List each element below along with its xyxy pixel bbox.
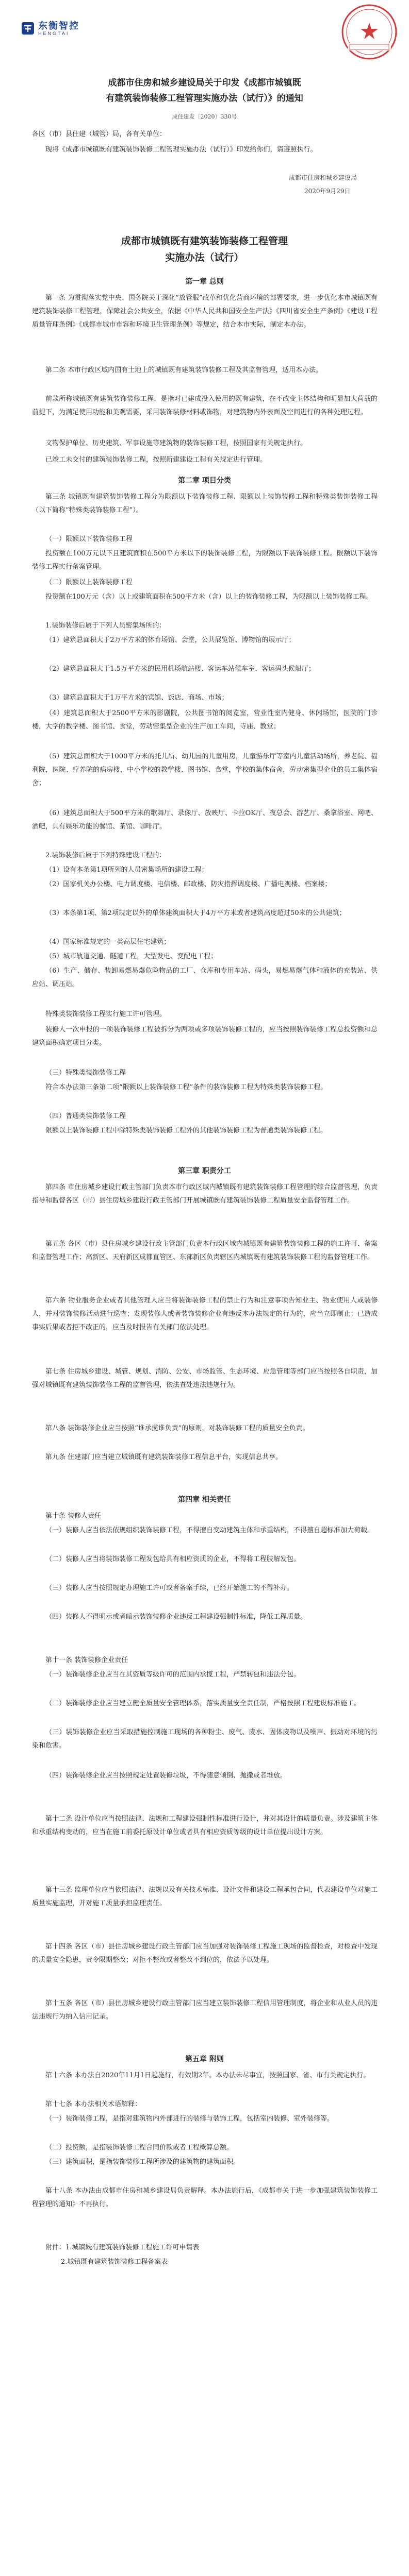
article-11-item-1: （一）装饰装修企业应当在其资质等级许可的范围内承揽工程，严禁转包和违法分包。 (45, 1671, 301, 1679)
article-7: 第七条 住房城乡建设、城管、规划、消防、公安、市场监管、生态环境、应急管理等部门应当按照各自职责，加强对城镇既有建筑装饰装修工程的监督管理，依法查处违法违规行为。 (32, 1368, 378, 1389)
article-3-sub-1-5: （5）建筑总面积大于1000平方米的托儿所、幼儿园的儿童用房，儿童游乐厅等室内儿童活动场所，养老院、福利院，医院、疗养院的病房楼，中小学校的教学楼、图书馆、食堂，学校的集体宿舍，劳动密集型企业的员工集体宿舍； (32, 753, 378, 787)
article-3-sub-1: 1.装饰装修后属于下列人员密集场所的： (45, 622, 166, 630)
document-title (0, 233, 409, 266)
article-3-item-1-text: 投资额在100万元以下且建筑面积在500平方米以下的装饰装修工程，为限额以下装饰装修工程。限额以下装饰装修工程实行备案管理。 (32, 550, 378, 571)
article-2-paragraph-3: 文物保护单位、历史建筑、军事设施等建筑物的装饰装修工程，按照国家有关规定执行。 (45, 439, 307, 447)
article-3-item-4-text: 限额以上装饰装修工程中除特殊类装饰装修工程外的其他装饰装修工程为普通类装饰装修工程。 (45, 1127, 328, 1134)
article-15: 第十五条 各区（市）县住房城乡建设行政主管部门应当建立装饰装修工程信用管理制度，将企业和从业人员的违法违规行为纳入信用记录。 (32, 1999, 378, 2021)
article-3-split-note: 装修人一次申报的一项装饰装修工程被拆分为两项或多项装饰装修工程的，应当按照装饰装修工程总投资额和总建筑面积确定项目分类。 (32, 1026, 378, 1047)
article-2-paragraph-4: 已竣工未交付的建筑装饰装修工程，按照新建建设工程有关规定进行管理。 (45, 456, 267, 464)
attachment-2: 2.城镇既有建筑装饰装修工程备案表 (61, 2258, 168, 2266)
attachment-1: 附件：1.城镇既有建筑装饰装修工程施工许可申请表 (45, 2244, 200, 2251)
article-3-sub-1-1: （1）建筑总面积大于2万平方米的体育场馆、会堂，公共展览馆、博物馆的展示厅； (45, 636, 296, 644)
article-3-item-4: （四）普通类装饰装修工程 (45, 1112, 126, 1120)
article-17-item-2: （二）投资额，是指装饰装修工程合同价款或者工程概算总额。 (45, 2144, 234, 2151)
document-title-line2: 实施办法（试行） (165, 252, 244, 263)
article-2: 第二条 本市行政区域内国有土地上的城镇既有建筑装饰装修工程及其监督管理，适用本办法。 (45, 366, 323, 374)
article-12: 第十二条 设计单位应当按照法律、法规和工程建设强制性标准进行设计，并对其设计的质量负责。涉及建筑主体和承重结构变动的，应当在施工前委托原设计单位或者具有相应资质等级的设计单位提出设计方案。 (32, 1815, 378, 1836)
article-3-item-3: （三）特殊类装饰装修工程 (45, 1069, 126, 1077)
article-16: 第十六条 本办法自2020年11月1日起施行，有效期2年。本办法未尽事宜，按照国家、省、市有关规定执行。 (45, 2072, 370, 2079)
article-10: 第十条 装修人责任 (45, 1512, 102, 1520)
article-18: 第十八条 本办法由成都市住房和城乡建设局负责解释。本办法施行后，《成都市关于进一步加强建筑装饰装修工程管理的通知》不再执行。 (32, 2187, 378, 2208)
article-3-item-1: （一）限额以下装饰装修工程 (45, 535, 133, 543)
logo-mark-icon (21, 21, 35, 36)
article-4: 第四条 市住房城乡建设行政主管部门负责本市行政区域内城镇既有建筑装饰装修工程管理的综合监督管理，负责指导和监督各区（市）县住房城乡建设行政主管部门开展城镇既有建筑装饰装修工程质量安全监督管理工作。 (32, 1183, 378, 1205)
company-logo (21, 21, 79, 36)
article-13: 第十三条 监理单位应当依照法律、法规以及有关技术标准、设计文件和建设工程承包合同，代表建设单位对施工质量实施监理，并对施工质量承担监理责任。 (32, 1886, 378, 1907)
notice-date: 2020年9月29日 (304, 188, 351, 195)
article-17-item-3: （三）建筑面积，是指装饰装修工程所涉及的建筑物的建筑面积。 (45, 2158, 240, 2166)
article-3-sub-1-3: （3）建筑总面积大于1万平方米的宾馆、饭店、商场、市场； (45, 694, 228, 702)
article-11-item-3: （三）装饰装修企业应当采取措施控制施工现场的各种粉尘、废气、废水、固体废物以及噪声、振动对环境的污染和危害。 (32, 1728, 378, 1750)
logo-text-en: HENGTAI (38, 31, 70, 36)
article-2-paragraph-2: 前款所称城镇既有建筑装饰装修工程，是指对已建成投入使用的既有建筑，在不改变主体结构和明显加大荷载的前提下，为满足使用功能和美观需要，采用装饰装修材料或饰物，对建筑物内外表面及空间进行的各种处理过程。 (32, 395, 378, 416)
official-seal-icon (340, 3, 398, 61)
chapter-5-heading: 第五章 附则 (185, 2055, 224, 2063)
article-10-item-2: （二）装修人应当将装饰装修工程发包给具有相应资质的企业，不得将工程肢解发包。 (45, 1555, 301, 1563)
article-3-item-2-text: 投资额在100万元（含）以上或建筑面积在500平方米（含）以上的装饰装修工程，为限额以上装饰装修工程。 (45, 593, 373, 601)
article-11-item-2: （二）装饰装修企业应当建立健全质量安全管理体系，落实质量安全责任制，严格按照工程建设标准施工。 (45, 1700, 361, 1707)
document-number: 成住建发〔2020〕330号 (172, 113, 237, 120)
article-3-sub-1-2: （2）建筑总面积大于1.5万平方米的民用机场航站楼、客运车站候车室、客运码头候船厅； (45, 665, 315, 673)
article-3-item-3-text: 符合本办法第三条第二项“限额以上装饰装修工程”条件的装饰装修工程为特殊类装饰装修工程。 (45, 1083, 328, 1091)
article-3-sub-2-5: （5）城市轨道交通、隧道工程，大型发电、变配电工程； (45, 953, 218, 960)
article-10-item-3: （三）装修人应当按照规定办理施工许可或者备案手续，已经开始施工的不得补办。 (45, 1584, 294, 1592)
article-8: 第八条 装饰装修企业应当按照“谁承揽谁负责”的原则，对装饰装修工程的质量安全负责。 (45, 1425, 309, 1432)
notice-title-line1: 成都市住房和城乡建设局关于印发《成都市城镇既 (108, 78, 301, 88)
notice-title-line2: 有建筑装饰装修工程管理实施办法（试行）》的通知 (106, 93, 303, 104)
article-10-item-1: （一）装修人应当依法依规组织装饰装修工程，不得擅自变动建筑主体和承重结构，不得擅自超标准加大荷载。 (45, 1527, 374, 1534)
chapter-2-heading: 第二章 项目分类 (178, 477, 231, 485)
article-3-sub-2-1: （1）设有本条第1项所列的人员密集场所的建设工程； (45, 866, 208, 874)
article-6: 第六条 物业服务企业或者其他管理人应当将装饰装修工程的禁止行为和注意事项告知业主、物业使用人或装修人，并对装饰装修活动进行巡查；发现装修人或者装饰装修企业有违反本办法规定的行为的，应当立即制止；已造成事实后果或者拒不改正的，应当及时报告有关部门依法处理。 (32, 1297, 378, 1331)
article-3-sub-2-4: （4）国家标准规定的一类高层住宅建筑； (45, 938, 171, 946)
article-3-sub-2-6: （6）生产、储存、装卸易燃易爆危险物品的工厂、仓库和专用车站、码头，易燃易爆气体和液体的充装站、供应站、调压站。 (32, 967, 378, 988)
article-9: 第九条 住建部门应当建立城镇既有建筑装饰装修工程信息平台，实现信息共享。 (45, 1453, 283, 1461)
chapter-4-heading: 第四章 相关责任 (178, 1496, 231, 1504)
article-3: 第三条 城镇既有建筑装饰装修工程分为限额以下装饰装修工程、限额以上装饰装修工程和特殊类装饰装修工程（以下简称“特殊类装饰装修工程”）。 (32, 493, 378, 514)
logo-text-cn: 东衡智控 (38, 21, 79, 31)
article-10-item-4: （四）装修人不得明示或者暗示装饰装修企业违反工程建设强制性标准，降低工程质量。 (45, 1613, 307, 1621)
chapter-3-heading: 第三章 职责分工 (178, 1167, 231, 1175)
article-17-item-1: （一）装饰装修工程，是指对建筑物内外部进行的装修与装饰工程，包括室内装修、室外装修等。 (45, 2115, 334, 2123)
chapter-1-heading: 第一章 总则 (185, 278, 224, 286)
notice-title (31, 75, 378, 106)
article-3-sub-1-6: （6）建筑总面积大于500平方米的歌舞厅、录像厅、放映厅、卡拉OK厅、夜总会、游艺厅、桑拿浴室、网吧、酒吧，具有娱乐功能的餐馆、茶馆、咖啡厅。 (32, 809, 378, 831)
article-3-item-2: （二）限额以上装饰装修工程 (45, 579, 133, 586)
notice-body: 现将《成都市城镇既有建筑装饰装修工程管理实施办法（试行）》印发给你们，请遵照执行。 (45, 146, 317, 154)
article-11: 第十一条 装饰装修企业责任 (45, 1656, 128, 1664)
article-3-permit-note: 特殊类装饰装修工程实行施工许可管理。 (45, 1010, 167, 1018)
article-3-sub-1-4: （4）建筑总面积大于2500平方米的影剧院，公共图书馆的阅览室，营业性室内健身、休闲场馆，医院的门诊楼，大学的教学楼、图书馆、食堂，劳动密集型企业的生产加工车间，寺庙、教堂； (32, 709, 378, 731)
article-17: 第十七条 本办法相关术语解释： (45, 2100, 142, 2108)
notice-signer: 成都市住房和城乡建设局 (289, 174, 357, 181)
document-title-line1: 成都市城镇既有建筑装饰装修工程管理 (121, 235, 288, 247)
article-3-sub-2-3: （3）本条第1项、第2项规定以外的单体建筑面积大于4万平方米或者建筑高度超过50米的公共建筑； (45, 909, 346, 917)
salutation: 各区（市）县住建（城管）局，各有关单位： (32, 130, 167, 138)
article-1: 第一条 为贯彻落实党中央、国务院关于深化“放管服”改革和优化营商环境的部署要求，进一步优化本市城镇既有建筑装饰装修工程管理，保障社会公共安全，依据《中华人民共和国安全生产法》《四川省安全生产条例》《建设工程质量管理条例》《成都市城市市容和环境卫生管理条例》等规定，结合本市实际，制定本办法。 (32, 294, 378, 329)
article-11-item-4: （四）装饰装修企业应当按照规定处置装修垃圾，不得随意倾倒、抛撒或者堆放。 (45, 1772, 287, 1780)
article-3-sub-2: 2.装饰装修后属于下列特殊建设工程的： (45, 852, 166, 859)
article-14: 第十四条 各区（市）县住房城乡建设行政主管部门应当加强对装饰装修工程施工现场的监督检查，对检查中发现的质量安全隐患，责令限期整改；对拒不整改或者整改不到位的，依法予以处理。 (32, 1943, 378, 1964)
article-3-sub-2-2: （2）国家机关办公楼、电力调度楼、电信楼、邮政楼、防灾指挥调度楼、广播电视楼、档案楼； (45, 880, 332, 888)
article-5: 第五条 各区（市）县住房城乡建设行政主管部门负责本行政区域内城镇既有建筑装饰装修工程的施工许可、备案和监督管理工作；高新区、天府新区成都直管区、东部新区负责辖区内城镇既有建筑装饰装修工程的监督管理工作。 (32, 1240, 378, 1261)
